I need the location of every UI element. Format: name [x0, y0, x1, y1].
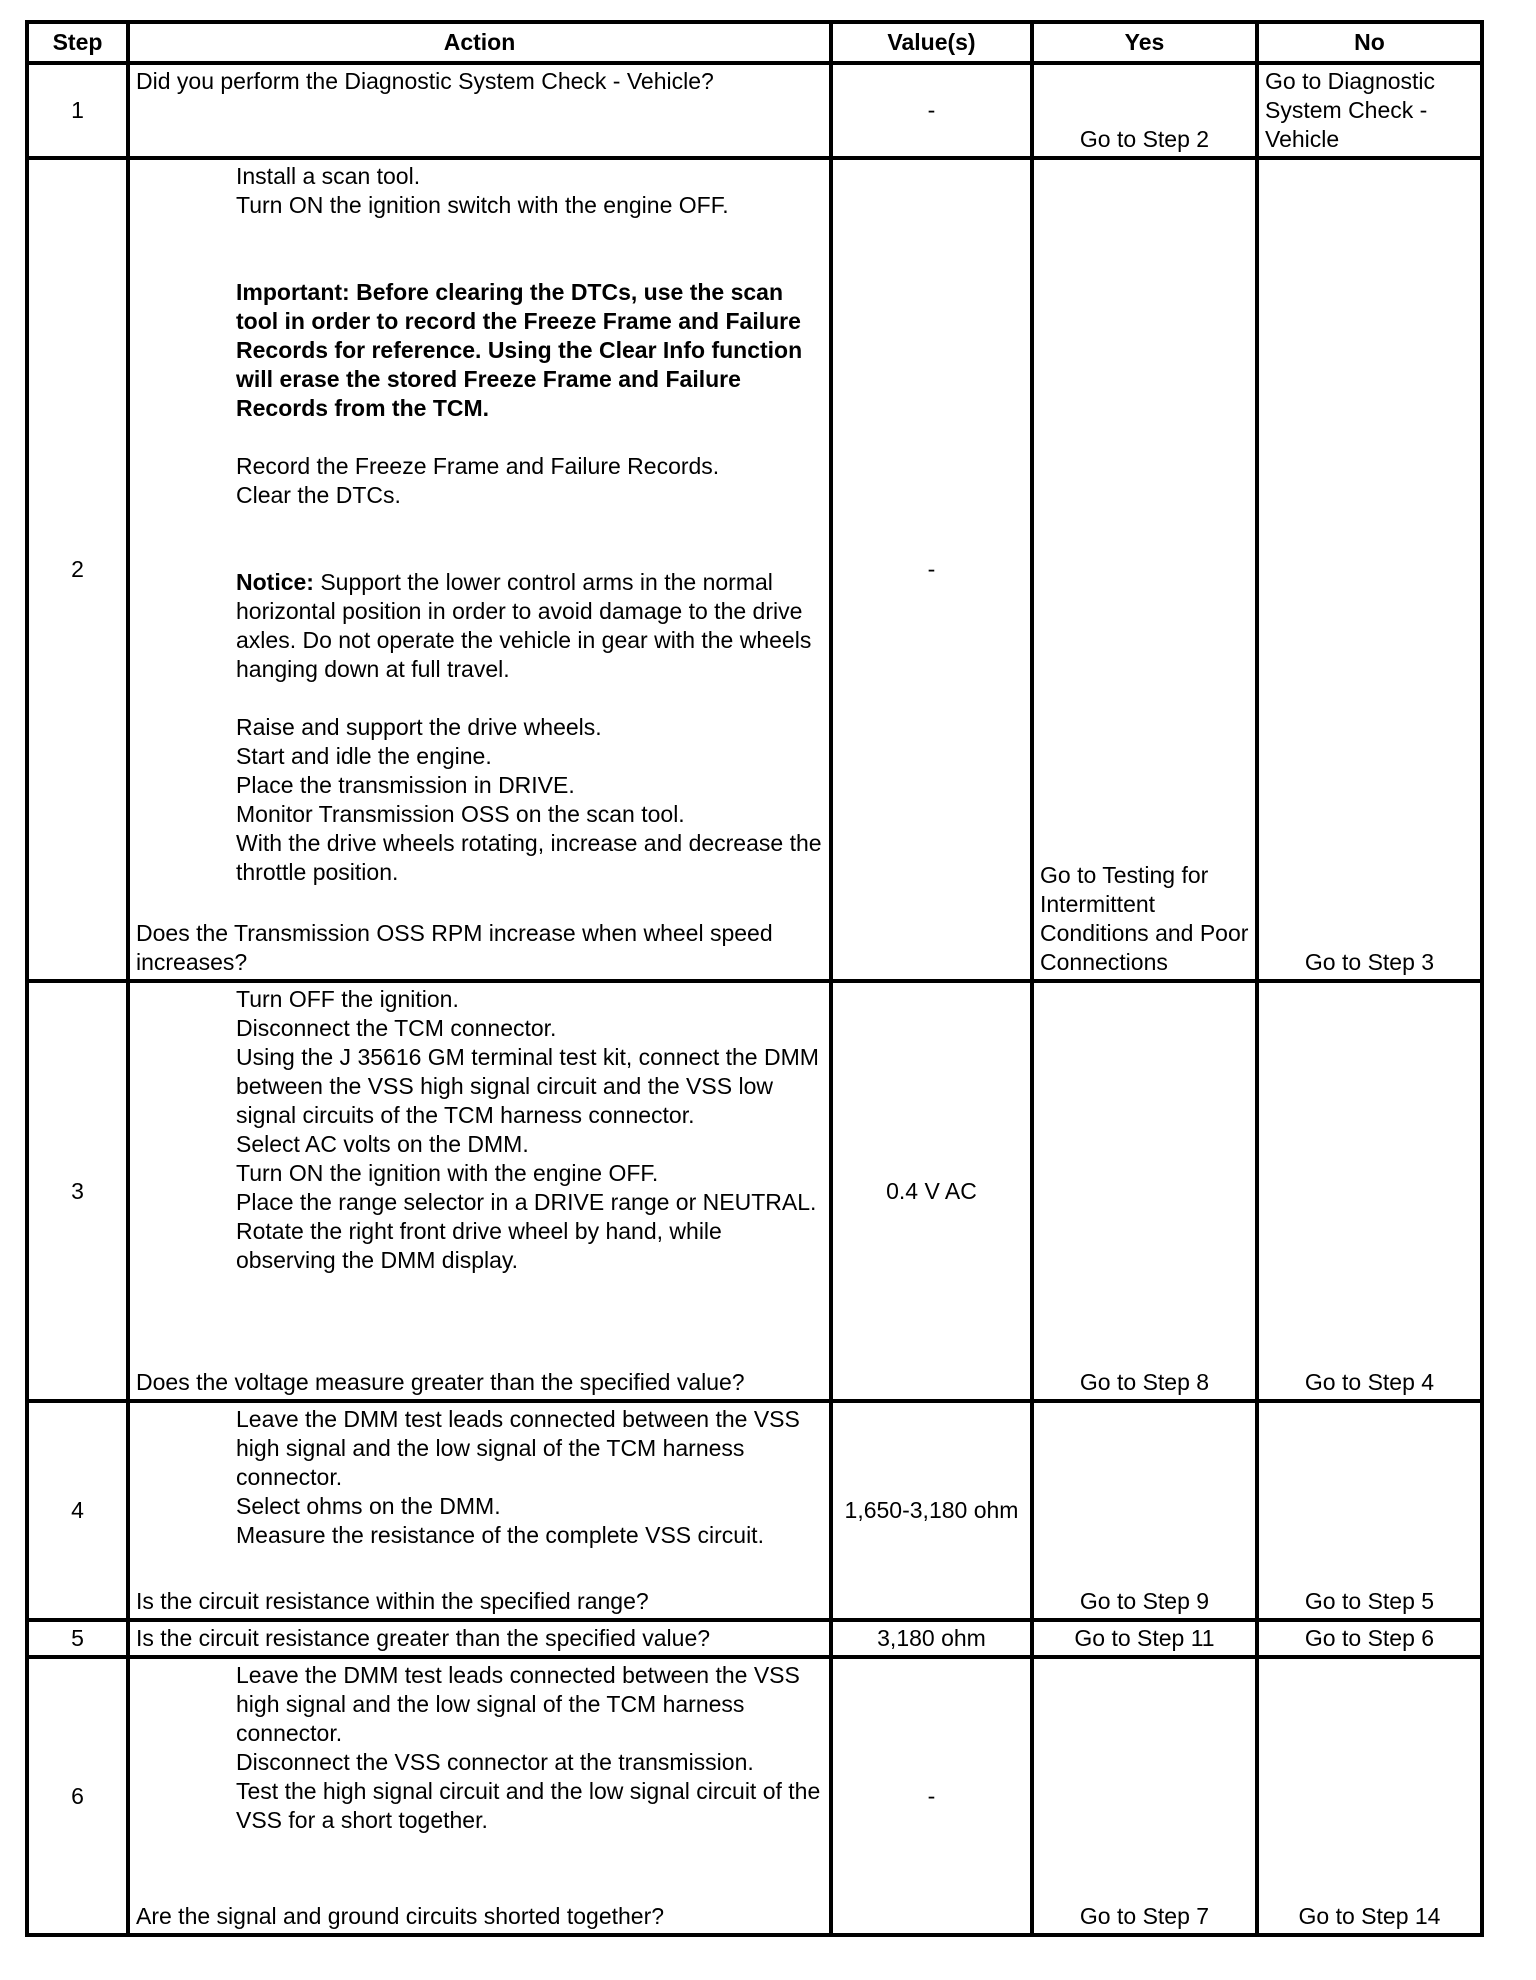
action-text: Disconnect the TCM connector. — [236, 1015, 557, 1041]
action-line — [136, 1777, 827, 1835]
notice-label: Notice: — [236, 569, 314, 595]
header-step: Step — [27, 22, 128, 63]
action-question: Is the circuit resistance within the specified range? — [136, 1588, 649, 1614]
value-cell: 3,180 ohm — [831, 1620, 1032, 1657]
action-text: Support the lower control arms in the normal horizontal position in order to avoid damage to the drive axles. Do not operate the vehicle in gear with the wheels hanging down at full travel. — [236, 569, 818, 682]
action-text: Measure the resistance of the complete VSS circuit. — [236, 1522, 764, 1548]
action-content — [136, 162, 828, 977]
action-line — [136, 1521, 823, 1550]
table-row — [27, 981, 1482, 1401]
action-text: Did you perform the Diagnostic System Check - Vehicle? — [136, 68, 714, 94]
value-cell: 0.4 V AC — [831, 981, 1032, 1401]
spacer — [136, 684, 823, 713]
action-line — [136, 481, 823, 510]
action-text: Select AC volts on the DMM. — [236, 1131, 529, 1157]
step-number: 3 — [27, 981, 128, 1401]
action-line — [136, 1217, 823, 1275]
action-text: Test the high signal circuit and the low signal circuit of the VSS for a short together. — [236, 1778, 827, 1833]
action-line — [136, 1014, 823, 1043]
action-line — [136, 1492, 823, 1521]
step-number: 6 — [27, 1657, 128, 1935]
action-text: Important: Before clearing the DTCs, use the scan tool in order to record the Freeze Frame and Failure Records for reference. Using the Clear Info function will erase the stored Freeze Frame and Failure Records from the TCM. — [236, 279, 809, 421]
action-text: Raise and support the drive wheels. — [236, 714, 602, 740]
no-cell: Go to Step 6 — [1257, 1620, 1482, 1657]
action-text: Rotate the right front drive wheel by hand, while observing the DMM display. — [236, 1218, 729, 1273]
action-text: Turn OFF the ignition. — [236, 986, 459, 1012]
value-cell: 1,650-3,180 ohm — [831, 1401, 1032, 1620]
action-cell — [128, 1620, 831, 1657]
action-text: Turn ON the ignition with the engine OFF. — [236, 1160, 659, 1186]
no-cell: Go to Step 3 — [1257, 158, 1482, 981]
action-cell — [128, 63, 831, 158]
action-line — [136, 1405, 823, 1492]
action-line — [136, 1130, 823, 1159]
yes-cell: Go to Step 11 — [1032, 1620, 1257, 1657]
action-line — [136, 191, 823, 220]
no-cell: Go to Step 5 — [1257, 1401, 1482, 1620]
step-number: 4 — [27, 1401, 128, 1620]
action-question: Does the Transmission OSS RPM increase when wheel speed increases? — [136, 920, 780, 975]
action-line — [136, 1624, 823, 1653]
action-text: Place the transmission in DRIVE. — [236, 772, 575, 798]
header-row — [27, 22, 1482, 63]
action-line — [136, 985, 823, 1014]
important-note — [136, 278, 823, 423]
action-content — [136, 1405, 823, 1616]
action-text: Place the range selector in a DRIVE range or NEUTRAL. — [236, 1189, 817, 1215]
action-text: Install a scan tool. — [236, 163, 421, 189]
no-cell: Go to Step 4 — [1257, 981, 1482, 1401]
value-cell: - — [831, 63, 1032, 158]
action-line — [136, 1043, 826, 1130]
action-content — [136, 67, 823, 130]
action-line — [136, 452, 823, 481]
action-text: Start and idle the engine. — [236, 743, 492, 769]
action-text: Clear the DTCs. — [236, 482, 401, 508]
diagnostic-table — [25, 20, 1484, 1937]
header-yes: Yes — [1032, 22, 1257, 63]
header-no: No — [1257, 22, 1482, 63]
action-line — [136, 742, 823, 771]
action-line — [136, 1159, 823, 1188]
action-text: With the drive wheels rotating, increase and decrease the throttle position. — [236, 830, 828, 885]
spacer — [136, 423, 823, 452]
header-values: Value(s) — [831, 22, 1032, 63]
action-line — [136, 162, 823, 191]
value-cell: - — [831, 1657, 1032, 1935]
action-line — [136, 829, 828, 887]
action-cell — [128, 981, 831, 1401]
action-cell — [128, 158, 831, 981]
action-text: Monitor Transmission OSS on the scan tool. — [236, 801, 685, 827]
spacer — [136, 220, 823, 278]
table-row — [27, 1657, 1482, 1935]
action-content — [136, 1624, 823, 1653]
spacer — [136, 510, 823, 568]
action-line — [136, 1661, 823, 1748]
action-line — [136, 800, 823, 829]
table-row — [27, 63, 1482, 158]
action-line — [136, 713, 823, 742]
table-row — [27, 158, 1482, 981]
action-text: Record the Freeze Frame and Failure Records. — [236, 453, 720, 479]
step-number: 5 — [27, 1620, 128, 1657]
action-text: Select ohms on the DMM. — [236, 1493, 501, 1519]
action-text: Leave the DMM test leads connected between the VSS high signal and the low signal of the TCM harness connector. — [236, 1406, 807, 1490]
action-content — [136, 1661, 827, 1931]
action-question: Does the voltage measure greater than the specified value? — [136, 1369, 745, 1395]
action-cell — [128, 1401, 831, 1620]
action-question: Are the signal and ground circuits shorted together? — [136, 1903, 665, 1929]
step-number: 2 — [27, 158, 128, 981]
action-line — [136, 1748, 823, 1777]
step-number: 1 — [27, 63, 128, 158]
yes-cell: Go to Testing for Intermittent Conditions and Poor Connections — [1032, 158, 1257, 981]
action-text: Disconnect the VSS connector at the transmission. — [236, 1749, 754, 1775]
action-text: Leave the DMM test leads connected between the VSS high signal and the low signal of the TCM harness connector. — [236, 1662, 807, 1746]
action-text: Is the circuit resistance greater than the specified value? — [136, 1625, 711, 1651]
header-action: Action — [128, 22, 831, 63]
action-cell — [128, 1657, 831, 1935]
yes-cell: Go to Step 2 — [1032, 63, 1257, 158]
yes-cell: Go to Step 9 — [1032, 1401, 1257, 1620]
table-row — [27, 1401, 1482, 1620]
value-cell: - — [831, 158, 1032, 981]
no-cell: Go to Step 14 — [1257, 1657, 1482, 1935]
action-line — [136, 67, 823, 96]
table-row — [27, 1620, 1482, 1657]
action-text: Using the J 35616 GM terminal test kit, connect the DMM between the VSS high signal circuit and the VSS low signal circuits of the TCM harness connector. — [236, 1044, 826, 1128]
yes-cell: Go to Step 8 — [1032, 981, 1257, 1401]
action-text: Turn ON the ignition switch with the engine OFF. — [236, 192, 729, 218]
action-line — [136, 771, 823, 800]
action-content — [136, 985, 826, 1397]
yes-cell: Go to Step 7 — [1032, 1657, 1257, 1935]
no-cell: Go to Diagnostic System Check - Vehicle — [1257, 63, 1482, 158]
notice-note — [136, 568, 823, 684]
action-line — [136, 1188, 823, 1217]
